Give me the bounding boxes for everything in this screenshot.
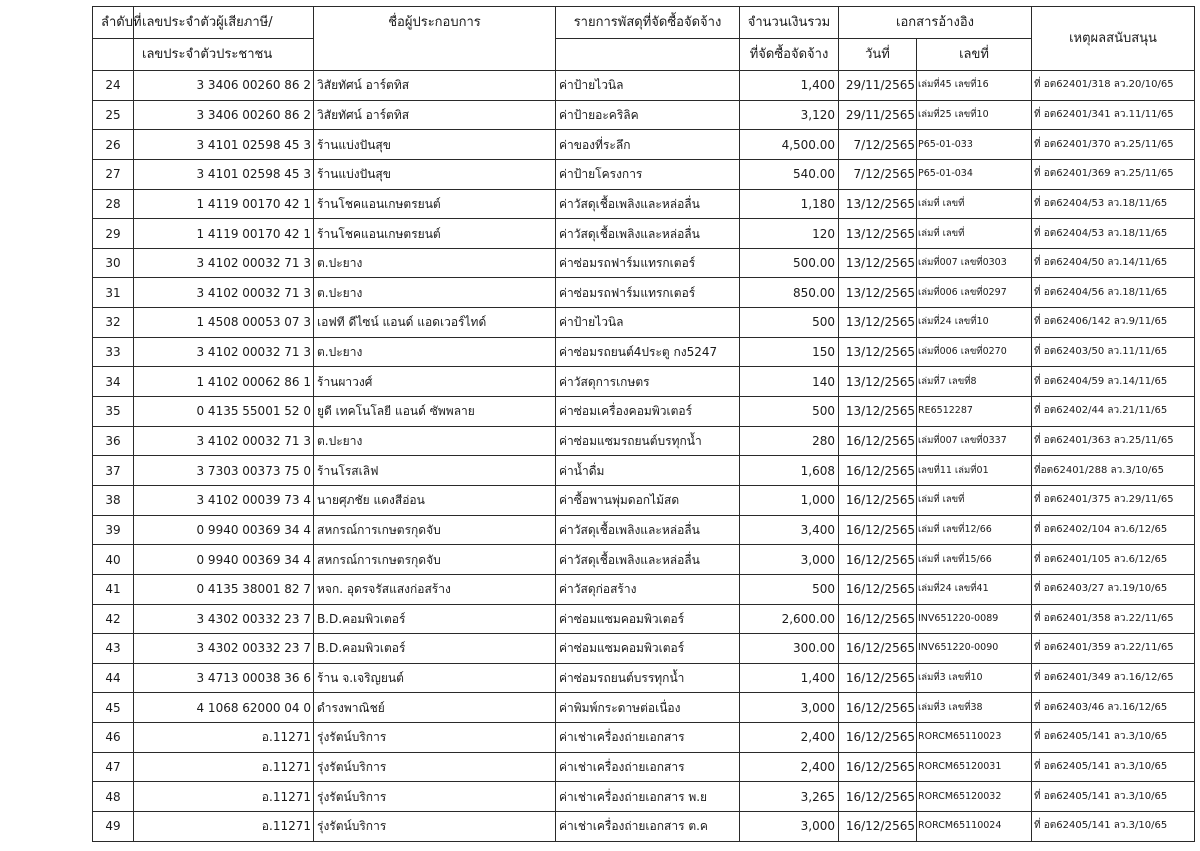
- vendor-name: ดำรงพาณิชย์: [314, 693, 556, 723]
- taxpayer-id: 3 4101 02598 45 3: [134, 130, 314, 160]
- taxpayer-id: 3 3406 00260 86 2: [134, 71, 314, 101]
- vendor-name: นายศุภชัย แดงสีอ่อน: [314, 485, 556, 515]
- ref-date: 16/12/2565: [839, 426, 917, 456]
- supporting-reason: ที่ อต62401/358 ลว.22/11/65: [1032, 604, 1195, 634]
- ref-date: 16/12/2565: [839, 752, 917, 782]
- amount: 120: [740, 219, 839, 249]
- supporting-reason: ที่ อต62402/44 ลว.21/11/65: [1032, 397, 1195, 427]
- table-row: [93, 308, 1195, 338]
- item-description: ค่าของที่ระลึก: [556, 130, 740, 160]
- table-row: [93, 752, 1195, 782]
- vendor-name: ยูดี เทคโนโลยี แอนด์ ซัพพลาย: [314, 397, 556, 427]
- amount: 1,400: [740, 663, 839, 693]
- vendor-name: ต.ปะยาง: [314, 278, 556, 308]
- ref-date: 13/12/2565: [839, 248, 917, 278]
- amount: 500: [740, 397, 839, 427]
- item-description: ค่าป้ายไวนิล: [556, 71, 740, 101]
- header-no: ลำดับที่: [93, 7, 134, 39]
- ref-date: 13/12/2565: [839, 367, 917, 397]
- taxpayer-id: 0 4135 38001 82 7: [134, 574, 314, 604]
- table-row: [93, 130, 1195, 160]
- ref-doc-number: เล่มที่ เลขที่: [917, 219, 1032, 249]
- vendor-name: ร้านโชคแอนเกษตรยนต์: [314, 189, 556, 219]
- ref-date: 29/11/2565: [839, 100, 917, 130]
- ref-doc-number: เล่มที่45 เลขที่16: [917, 71, 1032, 101]
- vendor-name: B.D.คอมพิวเตอร์: [314, 634, 556, 664]
- taxpayer-id: 0 9940 00369 34 4: [134, 515, 314, 545]
- item-description: ค่าซ่อมรถฟาร์มแทรกเตอร์: [556, 248, 740, 278]
- taxpayer-id: 0 9940 00369 34 4: [134, 545, 314, 575]
- taxpayer-id: 3 4302 00332 23 7: [134, 604, 314, 634]
- supporting-reason: ที่ อต62401/370 ลว.25/11/65: [1032, 130, 1195, 160]
- supporting-reason: ที่ อต62404/53 ลว.18/11/65: [1032, 189, 1195, 219]
- taxpayer-id: 1 4102 00062 86 1: [134, 367, 314, 397]
- amount: 500: [740, 574, 839, 604]
- item-description: ค่าเช่าเครื่องถ่ายเอกสาร: [556, 752, 740, 782]
- row-number: 24: [93, 71, 134, 101]
- vendor-name: สหกรณ์การเกษตรกุดจับ: [314, 545, 556, 575]
- table-row: [93, 456, 1195, 486]
- ref-date: 16/12/2565: [839, 456, 917, 486]
- vendor-name: รุ่งรัตน์บริการ: [314, 752, 556, 782]
- taxpayer-id: 3 4102 00032 71 3: [134, 248, 314, 278]
- amount: 3,000: [740, 812, 839, 842]
- header-date: วันที่: [839, 39, 917, 71]
- ref-date: 13/12/2565: [839, 397, 917, 427]
- item-description: ค่าน้ำดื่ม: [556, 456, 740, 486]
- table-row: [93, 367, 1195, 397]
- item-description: ค่าซ่อมแซมรถยนต์บรทุกน้ำ: [556, 426, 740, 456]
- table-row: [93, 693, 1195, 723]
- vendor-name: ต.ปะยาง: [314, 248, 556, 278]
- taxpayer-id: 3 4102 00032 71 3: [134, 278, 314, 308]
- table-row: [93, 159, 1195, 189]
- item-description: ค่าวัสดุเชื้อเพลิงและหล่อลื่น: [556, 189, 740, 219]
- taxpayer-id: อ.11271: [134, 723, 314, 753]
- supporting-reason: ที่ อต62405/141 ลว.3/10/65: [1032, 812, 1195, 842]
- ref-date: 16/12/2565: [839, 545, 917, 575]
- supporting-reason: ที่ อต62401/105 ลว.6/12/65: [1032, 545, 1195, 575]
- header-amount-line1: จำนวนเงินรวม: [740, 7, 839, 39]
- table-row: [93, 574, 1195, 604]
- supporting-reason: ที่ อต62403/27 ลว.19/10/65: [1032, 574, 1195, 604]
- row-number: 30: [93, 248, 134, 278]
- ref-doc-number: เล่มที่3 เลขที่38: [917, 693, 1032, 723]
- supporting-reason: ที่ อต62405/141 ลว.3/10/65: [1032, 782, 1195, 812]
- amount: 500.00: [740, 248, 839, 278]
- ref-doc-number: RORCM65110023: [917, 723, 1032, 753]
- item-description: ค่าวัสดุเชื้อเพลิงและหล่อลื่น: [556, 515, 740, 545]
- amount: 3,000: [740, 545, 839, 575]
- header-no-cont: [93, 39, 134, 71]
- ref-doc-number: เล่มที่ เลขที่12/66: [917, 515, 1032, 545]
- ref-date: 29/11/2565: [839, 71, 917, 101]
- item-description: ค่าวัสดุการเกษตร: [556, 367, 740, 397]
- ref-date: 16/12/2565: [839, 693, 917, 723]
- vendor-name: วิสัยทัศน์ อาร์ตทิส: [314, 71, 556, 101]
- taxpayer-id: 3 7303 00373 75 0: [134, 456, 314, 486]
- ref-doc-number: เล่มที่006 เลขที่0297: [917, 278, 1032, 308]
- vendor-name: ร้านโชคแอนเกษตรยนต์: [314, 219, 556, 249]
- vendor-name: ร้านแบ่งปันสุข: [314, 130, 556, 160]
- ref-doc-number: เล่มที่7 เลขที่8: [917, 367, 1032, 397]
- table-row: [93, 278, 1195, 308]
- table-row: [93, 397, 1195, 427]
- ref-doc-number: เลขที่11 เล่มที่01: [917, 456, 1032, 486]
- row-number: 46: [93, 723, 134, 753]
- table-row: [93, 604, 1195, 634]
- row-number: 33: [93, 337, 134, 367]
- taxpayer-id: 4 1068 62000 04 0: [134, 693, 314, 723]
- ref-date: 16/12/2565: [839, 634, 917, 664]
- table-row: [93, 337, 1195, 367]
- item-description: ค่าซ่อมแซมคอมพิวเตอร์: [556, 604, 740, 634]
- supporting-reason: ที่ อต62406/142 ลว.9/11/65: [1032, 308, 1195, 338]
- row-number: 42: [93, 604, 134, 634]
- taxpayer-id: อ.11271: [134, 812, 314, 842]
- supporting-reason: ที่ อต62404/53 ลว.18/11/65: [1032, 219, 1195, 249]
- ref-doc-number: RORCM65120031: [917, 752, 1032, 782]
- ref-doc-number: P65-01-034: [917, 159, 1032, 189]
- table-row: [93, 485, 1195, 515]
- vendor-name: ร้าน จ.เจริญยนต์: [314, 663, 556, 693]
- item-description: ค่าซ่อมเครื่องคอมพิวเตอร์: [556, 397, 740, 427]
- item-description: ค่าซ่อมรถยนต์บรรทุกน้ำ: [556, 663, 740, 693]
- procurement-table: [92, 6, 1195, 842]
- amount: 2,400: [740, 752, 839, 782]
- ref-doc-number: P65-01-033: [917, 130, 1032, 160]
- item-description: ค่าป้ายอะคริลิค: [556, 100, 740, 130]
- vendor-name: B.D.คอมพิวเตอร์: [314, 604, 556, 634]
- table-row: [93, 100, 1195, 130]
- row-number: 43: [93, 634, 134, 664]
- amount: 150: [740, 337, 839, 367]
- header-row-2: [93, 39, 1195, 71]
- ref-doc-number: RORCM65120032: [917, 782, 1032, 812]
- item-description: ค่าซื้อพานพุ่มดอกไม้สด: [556, 485, 740, 515]
- item-description: ค่าเช่าเครื่องถ่ายเอกสาร พ.ย: [556, 782, 740, 812]
- amount: 300.00: [740, 634, 839, 664]
- row-number: 32: [93, 308, 134, 338]
- table-row: [93, 189, 1195, 219]
- row-number: 44: [93, 663, 134, 693]
- ref-doc-number: เล่มที่25 เลขที่10: [917, 100, 1032, 130]
- amount: 500: [740, 308, 839, 338]
- table-row: [93, 723, 1195, 753]
- supporting-reason: ที่อต62401/288 ลว.3/10/65: [1032, 456, 1195, 486]
- table-row: [93, 248, 1195, 278]
- supporting-reason: ที่ อต62401/341 ลว.11/11/65: [1032, 100, 1195, 130]
- row-number: 45: [93, 693, 134, 723]
- table-row: [93, 663, 1195, 693]
- vendor-name: เอฟที ดีไซน์ แอนด์ แอดเวอร์ไทด์: [314, 308, 556, 338]
- header-id-line1: เลขประจำตัวผู้เสียภาษี/: [134, 7, 314, 39]
- item-description: ค่าป้ายไวนิล: [556, 308, 740, 338]
- header-item-cont: [556, 39, 740, 71]
- ref-doc-number: RE6512287: [917, 397, 1032, 427]
- row-number: 36: [93, 426, 134, 456]
- ref-doc-number: RORCM65110024: [917, 812, 1032, 842]
- ref-doc-number: INV651220-0089: [917, 604, 1032, 634]
- ref-date: 13/12/2565: [839, 308, 917, 338]
- amount: 3,400: [740, 515, 839, 545]
- supporting-reason: ที่ อต62404/56 ลว.18/11/65: [1032, 278, 1195, 308]
- vendor-name: สหกรณ์การเกษตรกุดจับ: [314, 515, 556, 545]
- taxpayer-id: 3 4102 00032 71 3: [134, 426, 314, 456]
- item-description: ค่าซ่อมรถฟาร์มแทรกเตอร์: [556, 278, 740, 308]
- item-description: ค่าวัสดุก่อสร้าง: [556, 574, 740, 604]
- amount: 2,600.00: [740, 604, 839, 634]
- amount: 2,400: [740, 723, 839, 753]
- vendor-name: ร้านแบ่งปันสุข: [314, 159, 556, 189]
- taxpayer-id: 3 4302 00332 23 7: [134, 634, 314, 664]
- row-number: 25: [93, 100, 134, 130]
- ref-date: 13/12/2565: [839, 278, 917, 308]
- vendor-name: รุ่งรัตน์บริการ: [314, 812, 556, 842]
- item-description: ค่าพิมพ์กระดาษต่อเนื่อง: [556, 693, 740, 723]
- item-description: ค่าวัสดุเชื้อเพลิงและหล่อลื่น: [556, 545, 740, 575]
- row-number: 48: [93, 782, 134, 812]
- ref-date: 16/12/2565: [839, 663, 917, 693]
- supporting-reason: ที่ อต62404/59 ลว.14/11/65: [1032, 367, 1195, 397]
- header-amount-line2: ที่จัดซื้อจัดจ้าง: [740, 39, 839, 71]
- item-description: ค่าป้ายโครงการ: [556, 159, 740, 189]
- row-number: 41: [93, 574, 134, 604]
- ref-date: 13/12/2565: [839, 337, 917, 367]
- taxpayer-id: 3 3406 00260 86 2: [134, 100, 314, 130]
- header-row-1: [93, 7, 1195, 39]
- amount: 3,000: [740, 693, 839, 723]
- taxpayer-id: 3 4102 00032 71 3: [134, 337, 314, 367]
- taxpayer-id: 1 4119 00170 42 1: [134, 219, 314, 249]
- row-number: 39: [93, 515, 134, 545]
- taxpayer-id: อ.11271: [134, 782, 314, 812]
- ref-doc-number: เล่มที่24 เลขที่41: [917, 574, 1032, 604]
- ref-doc-number: เล่มที่24 เลขที่10: [917, 308, 1032, 338]
- supporting-reason: ที่ อต62402/104 ลว.6/12/65: [1032, 515, 1195, 545]
- supporting-reason: ที่ อต62401/349 ลว.16/12/65: [1032, 663, 1195, 693]
- supporting-reason: ที่ อต62401/318 ลว.20/10/65: [1032, 71, 1195, 101]
- ref-date: 13/12/2565: [839, 189, 917, 219]
- taxpayer-id: 3 4102 00039 73 4: [134, 485, 314, 515]
- ref-date: 13/12/2565: [839, 219, 917, 249]
- vendor-name: หจก. อุดรจรัสแสงก่อสร้าง: [314, 574, 556, 604]
- vendor-name: วิสัยทัศน์ อาร์ตทิส: [314, 100, 556, 130]
- table-row: [93, 545, 1195, 575]
- ref-doc-number: เล่มที่ เลขที่: [917, 189, 1032, 219]
- supporting-reason: ที่ อต62401/363 ลว.25/11/65: [1032, 426, 1195, 456]
- table-row: [93, 634, 1195, 664]
- table-row: [93, 782, 1195, 812]
- table-row: [93, 219, 1195, 249]
- row-number: 29: [93, 219, 134, 249]
- row-number: 26: [93, 130, 134, 160]
- ref-doc-number: เล่มที่007 เลขที่0303: [917, 248, 1032, 278]
- item-description: ค่าซ่อมรถยนต์4ประตู กง5247: [556, 337, 740, 367]
- table-row: [93, 71, 1195, 101]
- ref-date: 7/12/2565: [839, 159, 917, 189]
- table-row: [93, 515, 1195, 545]
- table-row: [93, 426, 1195, 456]
- amount: 140: [740, 367, 839, 397]
- item-description: ค่าซ่อมแซมคอมพิวเตอร์: [556, 634, 740, 664]
- row-number: 35: [93, 397, 134, 427]
- row-number: 49: [93, 812, 134, 842]
- header-reason: เหตุผลสนับสนุน: [1032, 7, 1195, 71]
- amount: 1,000: [740, 485, 839, 515]
- taxpayer-id: 3 4101 02598 45 3: [134, 159, 314, 189]
- taxpayer-id: อ.11271: [134, 752, 314, 782]
- amount: 1,608: [740, 456, 839, 486]
- supporting-reason: ที่ อต62403/50 ลว.11/11/65: [1032, 337, 1195, 367]
- taxpayer-id: 3 4713 00038 36 6: [134, 663, 314, 693]
- supporting-reason: ที่ อต62401/369 ลว.25/11/65: [1032, 159, 1195, 189]
- supporting-reason: ที่ อต62403/46 ลว.16/12/65: [1032, 693, 1195, 723]
- ref-date: 16/12/2565: [839, 812, 917, 842]
- ref-doc-number: เล่มที่007 เลขที่0337: [917, 426, 1032, 456]
- row-number: 31: [93, 278, 134, 308]
- vendor-name: รุ่งรัตน์บริการ: [314, 782, 556, 812]
- header-id-line2: เลขประจำตัวประชาชน: [134, 39, 314, 71]
- ref-doc-number: INV651220-0090: [917, 634, 1032, 664]
- supporting-reason: ที่ อต62405/141 ลว.3/10/65: [1032, 723, 1195, 753]
- ref-date: 16/12/2565: [839, 515, 917, 545]
- amount: 540.00: [740, 159, 839, 189]
- supporting-reason: ที่ อต62404/50 ลว.14/11/65: [1032, 248, 1195, 278]
- amount: 280: [740, 426, 839, 456]
- ref-date: 16/12/2565: [839, 723, 917, 753]
- taxpayer-id: 1 4508 00053 07 3: [134, 308, 314, 338]
- ref-date: 16/12/2565: [839, 782, 917, 812]
- taxpayer-id: 0 4135 55001 52 0: [134, 397, 314, 427]
- row-number: 34: [93, 367, 134, 397]
- supporting-reason: ที่ อต62401/375 ลว.29/11/65: [1032, 485, 1195, 515]
- table-row: [93, 812, 1195, 842]
- amount: 1,400: [740, 71, 839, 101]
- row-number: 27: [93, 159, 134, 189]
- supporting-reason: ที่ อต62405/141 ลว.3/10/65: [1032, 752, 1195, 782]
- amount: 3,120: [740, 100, 839, 130]
- ref-date: 16/12/2565: [839, 604, 917, 634]
- amount: 4,500.00: [740, 130, 839, 160]
- item-description: ค่าเช่าเครื่องถ่ายเอกสาร: [556, 723, 740, 753]
- header-item: รายการพัสดุที่จัดซื้อจัดจ้าง: [556, 7, 740, 39]
- taxpayer-id: 1 4119 00170 42 1: [134, 189, 314, 219]
- vendor-name: ร้านผาวงศ์: [314, 367, 556, 397]
- row-number: 47: [93, 752, 134, 782]
- row-number: 40: [93, 545, 134, 575]
- row-number: 37: [93, 456, 134, 486]
- ref-doc-number: เล่มที่ เลขที่: [917, 485, 1032, 515]
- amount: 850.00: [740, 278, 839, 308]
- ref-doc-number: เล่มที่ เลขที่15/66: [917, 545, 1032, 575]
- amount: 1,180: [740, 189, 839, 219]
- ref-date: 16/12/2565: [839, 574, 917, 604]
- ref-doc-number: เล่มที่006 เลขที่0270: [917, 337, 1032, 367]
- vendor-name: รุ่งรัตน์บริการ: [314, 723, 556, 753]
- table-body: [93, 71, 1195, 842]
- vendor-name: ร้านโรสเลิฟ: [314, 456, 556, 486]
- header-doc-no: เลขที่: [917, 39, 1032, 71]
- vendor-name: ต.ปะยาง: [314, 337, 556, 367]
- header-vendor: ชื่อผู้ประกอบการ: [314, 7, 556, 71]
- supporting-reason: ที่ อต62401/359 ลว.22/11/65: [1032, 634, 1195, 664]
- ref-date: 16/12/2565: [839, 485, 917, 515]
- amount: 3,265: [740, 782, 839, 812]
- ref-date: 7/12/2565: [839, 130, 917, 160]
- ref-doc-number: เล่มที่3 เลขที่10: [917, 663, 1032, 693]
- row-number: 28: [93, 189, 134, 219]
- item-description: ค่าวัสดุเชื้อเพลิงและหล่อลื่น: [556, 219, 740, 249]
- row-number: 38: [93, 485, 134, 515]
- vendor-name: ต.ปะยาง: [314, 426, 556, 456]
- header-ref-group: เอกสารอ้างอิง: [839, 7, 1032, 39]
- item-description: ค่าเช่าเครื่องถ่ายเอกสาร ต.ค: [556, 812, 740, 842]
